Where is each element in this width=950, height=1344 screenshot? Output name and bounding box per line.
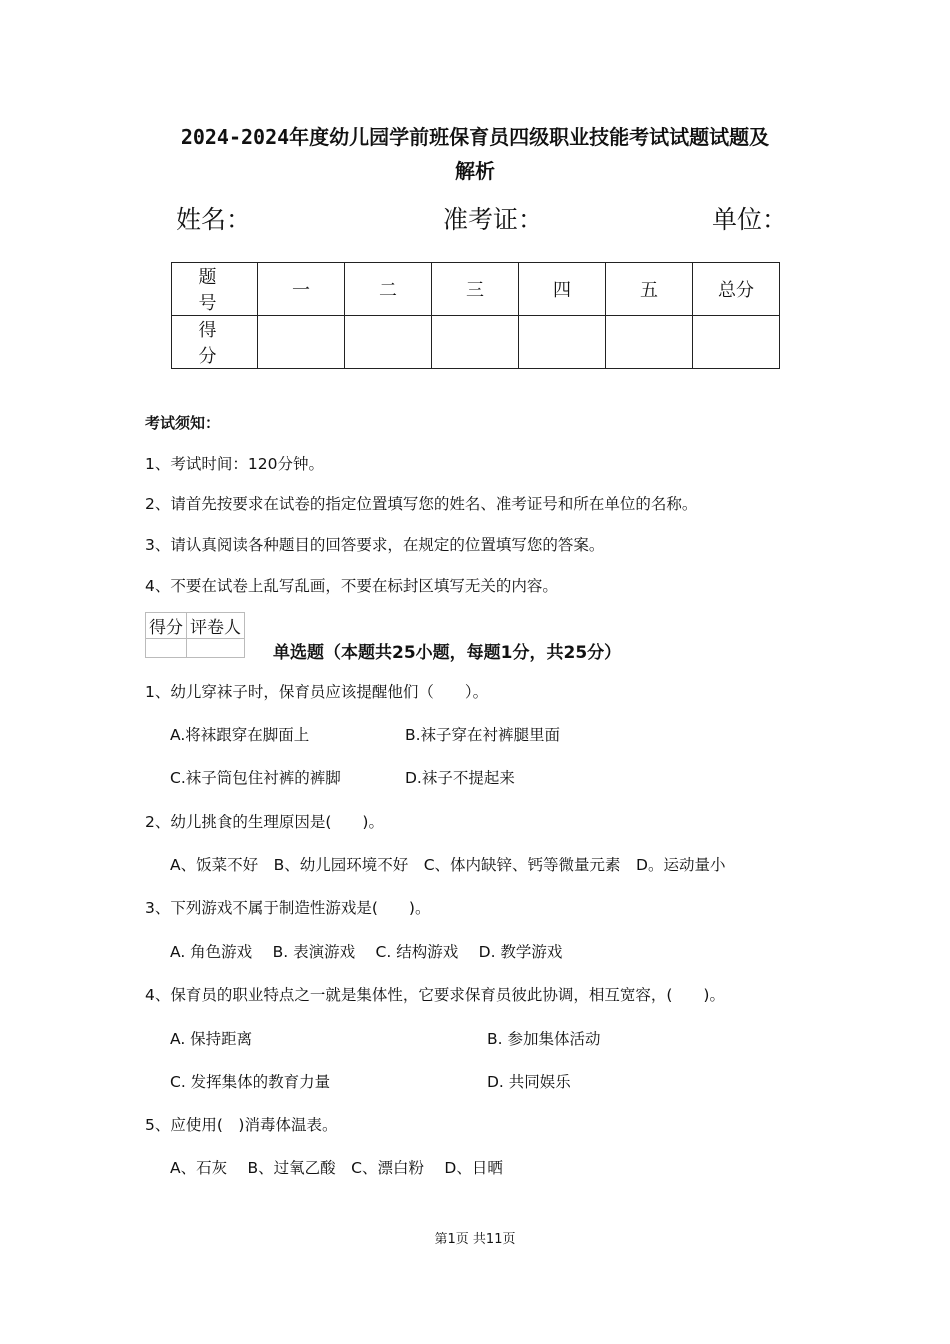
score-cell-4[interactable]	[519, 316, 606, 369]
notice-item-2: 2、请首先按要求在试卷的指定位置填写您的姓名、准考证号和所在单位的名称。	[145, 495, 698, 513]
title-line-1: 2024-2024年度幼儿园学前班保育员四级职业技能考试试题试题及	[180, 125, 770, 149]
score-cell-5[interactable]	[606, 316, 693, 369]
score-table	[171, 262, 780, 369]
score-table-header-3: 三	[432, 263, 519, 316]
notice-item-1: 1、考试时间：120分钟。	[145, 455, 324, 473]
question-4: 4、保育员的职业特点之一就是集体性，它要求保育员彼此协调，相互宽容，( )。	[145, 986, 725, 1004]
question-1-option-d[interactable]: D.袜子不提起来	[405, 769, 515, 787]
score-table-score-row	[172, 316, 780, 369]
title-line-2: 解析	[455, 159, 495, 183]
notice-item-3: 3、请认真阅读各种题目的回答要求，在规定的位置填写您的答案。	[145, 536, 605, 554]
score-table-row-label: 得 分	[172, 316, 258, 369]
score-cell-total[interactable]	[693, 316, 780, 369]
question-5-options[interactable]: A、石灰 B、过氧乙酸 C、漂白粉 D、日晒	[170, 1159, 503, 1177]
grader-score-cell[interactable]	[146, 639, 187, 658]
question-1-option-a[interactable]: A.将袜跟穿在脚面上	[170, 726, 310, 744]
grader-table	[145, 612, 245, 658]
score-cell-2[interactable]	[345, 316, 432, 369]
question-1-option-b[interactable]: B.袜子穿在衬裤腿里面	[405, 726, 561, 744]
question-3-options[interactable]: A. 角色游戏 B. 表演游戏 C. 结构游戏 D. 教学游戏	[170, 943, 563, 961]
grader-table-score-label: 得分	[146, 613, 187, 639]
score-table-header-row	[172, 263, 780, 316]
question-4-option-b[interactable]: B. 参加集体活动	[487, 1030, 601, 1048]
score-table-header-total: 总分	[693, 263, 780, 316]
name-field-label: 姓名：	[176, 205, 252, 234]
score-table-header-1: 一	[258, 263, 345, 316]
score-cell-1[interactable]	[258, 316, 345, 369]
grader-name-cell[interactable]	[187, 639, 245, 658]
document-title	[120, 120, 830, 188]
question-2: 2、幼儿挑食的生理原因是( )。	[145, 813, 384, 831]
question-2-options[interactable]: A、饭菜不好 B、幼儿园环境不好 C、体内缺锌、钙等微量元素 D。运动量小	[170, 856, 726, 874]
score-table-header-label: 题 号	[172, 263, 258, 316]
question-4-option-a[interactable]: A. 保持距离	[170, 1030, 253, 1048]
question-1-option-c[interactable]: C.袜子筒包住衬裤的裤脚	[170, 769, 341, 787]
score-table-header-2: 二	[345, 263, 432, 316]
question-1: 1、幼儿穿袜子时，保育员应该提醒他们（ ）。	[145, 683, 489, 701]
notice-item-4: 4、不要在试卷上乱写乱画，不要在标封区填写无关的内容。	[145, 577, 558, 595]
notice-title: 考试须知：	[145, 414, 221, 432]
question-3: 3、下列游戏不属于制造性游戏是( )。	[145, 899, 431, 917]
question-4-option-c[interactable]: C. 发挥集体的教育力量	[170, 1073, 331, 1091]
grader-table-grader-label: 评卷人	[187, 613, 245, 639]
exam-id-field-label: 准考证：	[443, 205, 544, 234]
score-table-header-4: 四	[519, 263, 606, 316]
unit-field-label: 单位：	[712, 205, 788, 234]
score-cell-3[interactable]	[432, 316, 519, 369]
section-title: 单选题（本题共25小题，每题1分，共25分）	[273, 643, 622, 663]
score-table-header-5: 五	[606, 263, 693, 316]
page-footer: 第1页 共11页	[434, 1232, 516, 1247]
question-4-option-d[interactable]: D. 共同娱乐	[487, 1073, 571, 1091]
question-5: 5、应使用( )消毒体温表。	[145, 1116, 338, 1134]
